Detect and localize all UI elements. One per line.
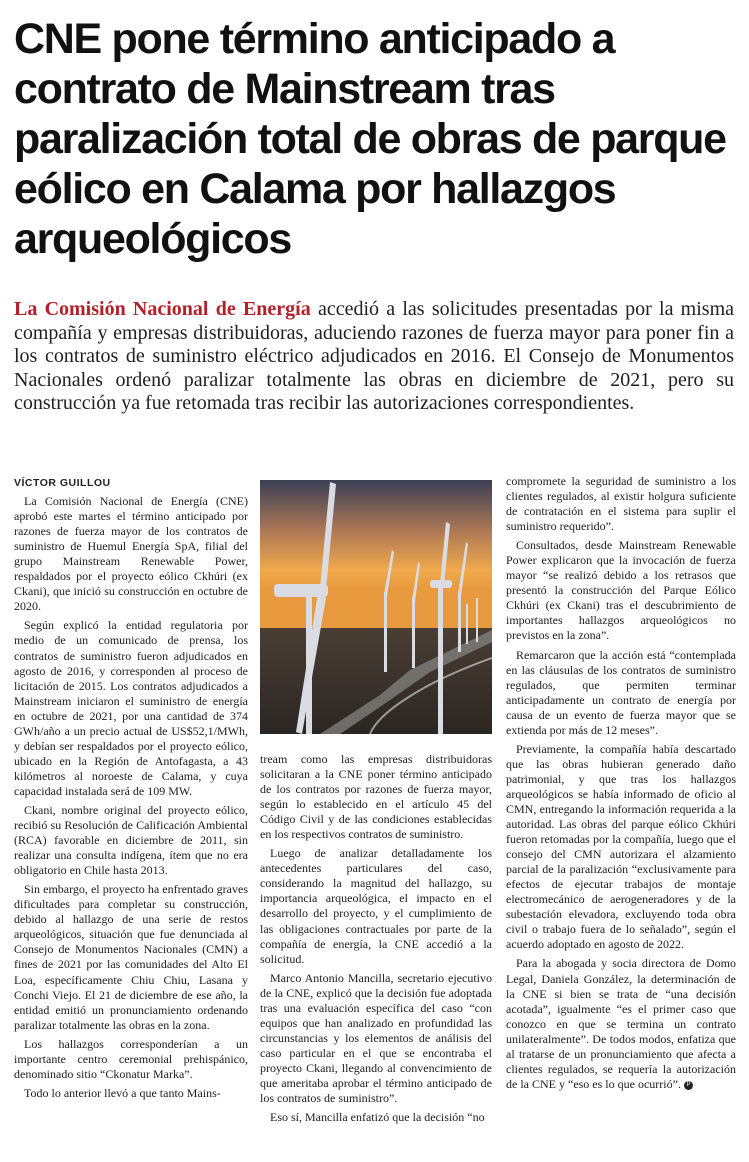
paragraph-text: Para la abogada y socia directora de Domo Legal, Daniela González, la determinación de la CNE si bien se trata de “una decisión acotada”, igualmente “es el primer caso que conozco en que se termina un contrato unilateralmente”. De todos modos, enfatiza que al tratarse de un pronunciamiento que afecta a clientes regulados, se requería la autorización de la CNE y “eso es lo que ocurrió”.: [506, 956, 736, 1091]
article-column-1: [14, 476, 248, 1105]
paragraph: Según explicó la entidad regulatoria por medio de un comunicado de prensa, los contratos de suministro fueron adjudicados en agosto de 2016, y corresponden al proceso de licitación de 2015. Los contratos adjudicados a Mainstream iniciaron el suministro de energía en octubre de 2021, por una cantidad de 374 GWh/año a un precio actual de US$52,1/MWh, y debían ser respaldados por el proyecto eólico, ubicado en la Región de Antofagasta, a 43 kilómetros al noroeste de Calama, y cuya capacidad instalada será de 109 MW.: [14, 618, 248, 798]
paragraph: compromete la seguridad de suministro a los clientes regulados, al existir holgura suficiente de contratación en el sistema para suplir el suministro requerido”.: [506, 474, 736, 534]
article-column-3: [506, 474, 736, 1096]
paragraph: Remarcaron que la acción está “contemplada en las cláusulas de los contratos de suministro regulados, que permiten terminar anticipadamente un contrato de energía por causa de un evento de fuerza mayor que se extienda por más de 12 meses”.: [506, 647, 736, 737]
headline: CNE pone término anticipado a contrato de Mainstream tras paralización total de obras de parque eólico en Calama por hallazgos arqueológicos: [14, 15, 726, 263]
paragraph: Sin embargo, el proyecto ha enfrentado graves dificultades para completar su construcción, debido al hallazgo de una serie de restos arqueológicos, situación que fue denunciada al Consejo de Monumentos Nacionales (CMN) a fines de 2021 por las comunidades del Alto El Loa, específicamente Chiu Chiu, Lasana y Conchi Viejo. El 21 de diciembre de ese año, la entidad emitió un pronunciamiento ordenando paralizar totalmente las obras en la zona.: [14, 882, 248, 1032]
lead-paragraph: [14, 298, 734, 416]
byline: VÍCTOR GUILLOU: [14, 477, 111, 489]
lead-organization: La Comisión Nacional de Energía: [14, 298, 311, 320]
paragraph: La Comisión Nacional de Energía (CNE) aprobó este martes el término anticipado por razones de fuerza mayor de los contratos de suministro de Huemul Energía SpA, filial del grupo Mainstream Renewable Power, respaldados por el proyecto eólico Ckhúri (ex Ckani), que inició su construcción en octubre de 2020.: [14, 494, 248, 614]
wind-turbines-image: [260, 480, 492, 734]
paragraph: Consultados, desde Mainstream Renewable Power explicaron que la invocación de fuerza mayor “se realizó debido a los retrasos que presentó la construcción del Parque Eólico Ckhúri (ex Ckani) tras el descubrimiento de importantes hallazgos arqueológicos no previstos en la zona”.: [506, 538, 736, 643]
paragraph: Ckani, nombre original del proyecto eólico, recibió su Resolución de Calificación Ambiental (RCA) favorable en diciembre de 2011, sin realizar una consulta indígena, ítem que no era obligatorio en Chile hasta 2013.: [14, 802, 248, 878]
paragraph: Todo lo anterior llevó a que tanto Mains-: [24, 1085, 221, 1100]
paragraph: Luego de analizar detalladamente los antecedentes particulares del caso, considerando la magnitud del hallazgo, su importancia arqueológica, el impacto en el desarrollo del proyecto, y el cumplimiento de las obligaciones contractuales por parte de la compañía de energía, la CNE accedió a la solicitud.: [260, 846, 492, 966]
article-column-2: [260, 752, 492, 1129]
paragraph: Previamente, la compañía había descartado que las obras hubieran generado daño patrimonial, y que tras los hallazgos arqueológicos se había informado de oficio al CMN, entregando la información requerida a la autoridad. Las obras del parque eólico Ckhúri fueron retomadas por la compañía, luego que el consejo del CMN autorizara el alzamiento parcial de la paralización “exclusivamente para efectos de ejecutar trabajos de montaje electromecánico de aerogeneradores y de la subestación elevadora, excluyendo toda obra civil o trabajo fuera de lo señalado”, según el acuerdo adoptado en agosto de 2022.: [506, 741, 736, 952]
paragraph: [506, 956, 736, 1091]
paragraph: Los hallazgos corresponderían a un importante centro ceremonial prehispánico, denominado sitio “Ckonatur Marka”.: [14, 1036, 248, 1081]
wind-farm-photo: [260, 480, 492, 734]
paragraph: Marco Antonio Mancilla, secretario ejecutivo de la CNE, explicó que la decisión fue adoptada tras una evaluación específica del caso “con equipos que han analizado en profundidad las circunstancias y los elementos de análisis del caso particular en el que se encontraba el proyecto Ckani, llegando al convencimiento de que ameritaba aprobar el término anticipado de los contratos de suministro”.: [260, 970, 492, 1106]
lead-text: accedió a las solicitudes presentadas por la misma compañía y empresas distribuidoras, aduciendo razones de fuerza mayor para poner fin a los contratos de suministro eléctrico adjudicados en 2016. El Consejo de Monumentos Nacionales ordenó paralizar totalmente las obras en diciembre de 2021, pero su construcción ya fue retomada tras recibir las autorizaciones correspondientes.: [14, 298, 735, 414]
paragraph: Eso sí, Mancilla enfatizó que la decisión “no: [270, 1110, 485, 1125]
end-mark-icon: P: [684, 1081, 693, 1090]
paragraph: tream como las empresas distribuidoras solicitaran a la CNE poner término anticipado de los contratos por razones de fuerza mayor, según lo establecido en el artículo 45 del Código Civil y de las condiciones establecidas en los respectivos contratos de suministro.: [260, 752, 492, 842]
